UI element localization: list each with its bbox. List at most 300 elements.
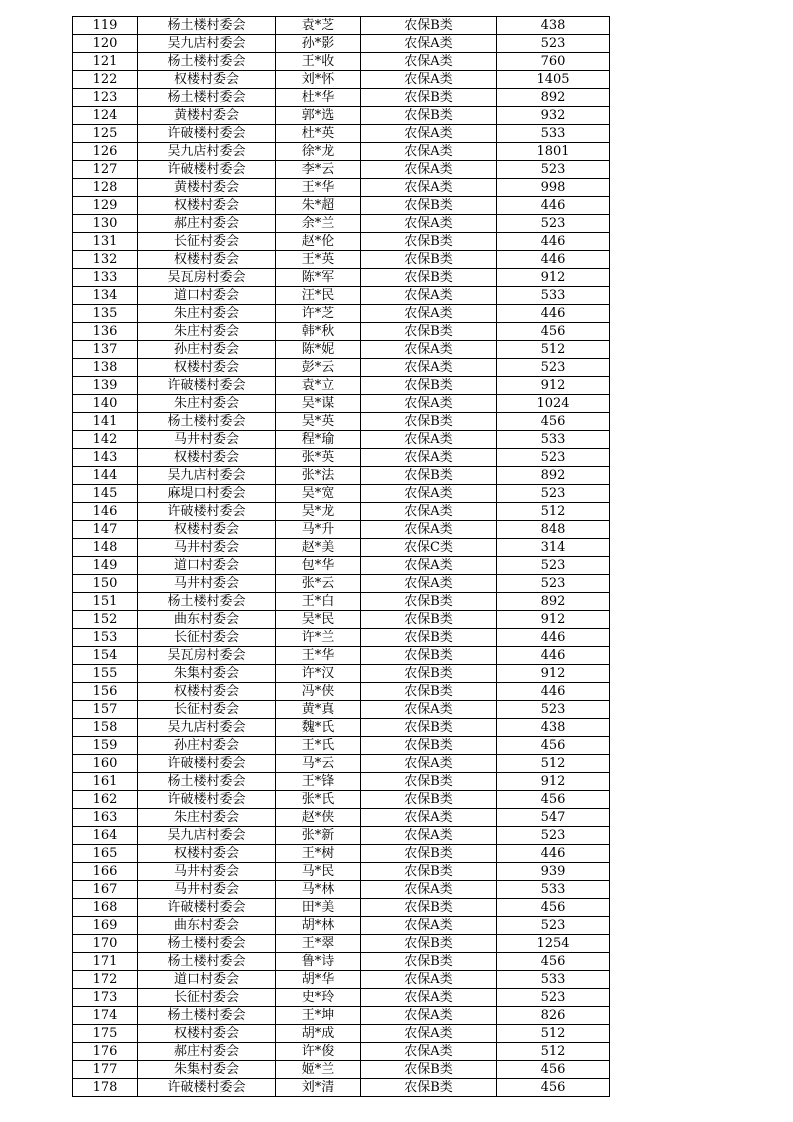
insurance-category-cell: 农保B类: [361, 935, 497, 953]
person-name-cell: 王*华: [276, 647, 361, 665]
person-name-cell: 马*民: [276, 863, 361, 881]
insurance-category-cell: 农保A类: [361, 35, 497, 53]
person-name-cell: 吴*谋: [276, 395, 361, 413]
person-name-cell: 汪*民: [276, 287, 361, 305]
amount-cell: 523: [497, 35, 610, 53]
row-number-cell: 129: [73, 197, 138, 215]
insurance-category-cell: 农保A类: [361, 1043, 497, 1061]
village-committee-cell: 朱庄村委会: [138, 395, 276, 413]
village-committee-cell: 郝庄村委会: [138, 215, 276, 233]
amount-cell: 932: [497, 107, 610, 125]
table-row: [73, 665, 610, 683]
person-name-cell: 徐*龙: [276, 143, 361, 161]
amount-cell: 456: [497, 413, 610, 431]
insurance-category-cell: 农保B类: [361, 611, 497, 629]
insurance-category-cell: 农保B类: [361, 845, 497, 863]
amount-cell: 512: [497, 503, 610, 521]
insurance-category-cell: 农保A类: [361, 143, 497, 161]
amount-cell: 1405: [497, 71, 610, 89]
insurance-category-cell: 农保A类: [361, 881, 497, 899]
amount-cell: 533: [497, 431, 610, 449]
table-row: [73, 287, 610, 305]
row-number-cell: 134: [73, 287, 138, 305]
table-row: [73, 791, 610, 809]
insurance-category-cell: 农保A类: [361, 341, 497, 359]
person-name-cell: 姬*兰: [276, 1061, 361, 1079]
row-number-cell: 165: [73, 845, 138, 863]
table-row: [73, 53, 610, 71]
table-row: [73, 395, 610, 413]
table-row: [73, 251, 610, 269]
village-committee-cell: 杨土楼村委会: [138, 17, 276, 35]
village-committee-cell: 权楼村委会: [138, 71, 276, 89]
person-name-cell: 王*锋: [276, 773, 361, 791]
amount-cell: 438: [497, 17, 610, 35]
insurance-category-cell: 农保B类: [361, 413, 497, 431]
amount-cell: 523: [497, 557, 610, 575]
village-committee-cell: 许破楼村委会: [138, 377, 276, 395]
row-number-cell: 121: [73, 53, 138, 71]
table-row: [73, 107, 610, 125]
village-committee-cell: 朱集村委会: [138, 1061, 276, 1079]
row-number-cell: 150: [73, 575, 138, 593]
person-name-cell: 吴*民: [276, 611, 361, 629]
amount-cell: 523: [497, 701, 610, 719]
person-name-cell: 包*华: [276, 557, 361, 575]
person-name-cell: 许*兰: [276, 629, 361, 647]
person-name-cell: 刘*怀: [276, 71, 361, 89]
amount-cell: 523: [497, 359, 610, 377]
person-name-cell: 王*白: [276, 593, 361, 611]
village-committee-cell: 许破楼村委会: [138, 791, 276, 809]
table-row: [73, 989, 610, 1007]
row-number-cell: 154: [73, 647, 138, 665]
person-name-cell: 李*云: [276, 161, 361, 179]
person-name-cell: 王*英: [276, 251, 361, 269]
amount-cell: 438: [497, 719, 610, 737]
amount-cell: 998: [497, 179, 610, 197]
person-name-cell: 田*美: [276, 899, 361, 917]
person-name-cell: 马*林: [276, 881, 361, 899]
village-committee-cell: 黄楼村委会: [138, 179, 276, 197]
insurance-category-cell: 农保B类: [361, 737, 497, 755]
table-row: [73, 17, 610, 35]
person-name-cell: 郭*选: [276, 107, 361, 125]
insurance-category-cell: 农保A类: [361, 521, 497, 539]
insurance-category-cell: 农保A类: [361, 1025, 497, 1043]
person-name-cell: 许*汉: [276, 665, 361, 683]
insurance-category-cell: 农保A类: [361, 557, 497, 575]
village-committee-cell: 权楼村委会: [138, 683, 276, 701]
row-number-cell: 127: [73, 161, 138, 179]
person-name-cell: 程*瑜: [276, 431, 361, 449]
amount-cell: 547: [497, 809, 610, 827]
insurance-category-cell: 农保A类: [361, 503, 497, 521]
insurance-category-cell: 农保B类: [361, 629, 497, 647]
table-row: [73, 575, 610, 593]
row-number-cell: 132: [73, 251, 138, 269]
village-committee-cell: 许破楼村委会: [138, 755, 276, 773]
table-row: [73, 161, 610, 179]
amount-cell: 456: [497, 899, 610, 917]
table-row: [73, 701, 610, 719]
row-number-cell: 152: [73, 611, 138, 629]
amount-cell: 456: [497, 791, 610, 809]
row-number-cell: 162: [73, 791, 138, 809]
table-row: [73, 521, 610, 539]
amount-cell: 939: [497, 863, 610, 881]
amount-cell: 456: [497, 953, 610, 971]
amount-cell: 512: [497, 1025, 610, 1043]
person-name-cell: 许*俊: [276, 1043, 361, 1061]
insurance-category-cell: 农保A类: [361, 449, 497, 467]
amount-cell: 760: [497, 53, 610, 71]
insurance-category-cell: 农保A类: [361, 53, 497, 71]
village-committee-cell: 孙庄村委会: [138, 341, 276, 359]
table-row: [73, 323, 610, 341]
table-row: [73, 719, 610, 737]
amount-cell: 912: [497, 773, 610, 791]
insurance-category-cell: 农保A类: [361, 287, 497, 305]
person-name-cell: 朱*超: [276, 197, 361, 215]
row-number-cell: 167: [73, 881, 138, 899]
table-row: [73, 341, 610, 359]
table-row: [73, 683, 610, 701]
person-name-cell: 陈*军: [276, 269, 361, 287]
table-row: [73, 431, 610, 449]
table-row: [73, 557, 610, 575]
insurance-category-cell: 农保A类: [361, 305, 497, 323]
village-committee-cell: 杨土楼村委会: [138, 593, 276, 611]
insurance-category-cell: 农保B类: [361, 89, 497, 107]
village-committee-cell: 杨土楼村委会: [138, 935, 276, 953]
row-number-cell: 161: [73, 773, 138, 791]
amount-cell: 912: [497, 269, 610, 287]
amount-cell: 1024: [497, 395, 610, 413]
row-number-cell: 145: [73, 485, 138, 503]
table-row: [73, 449, 610, 467]
row-number-cell: 146: [73, 503, 138, 521]
table-row: [73, 809, 610, 827]
insurance-category-cell: 农保B类: [361, 1061, 497, 1079]
row-number-cell: 175: [73, 1025, 138, 1043]
table-row: [73, 773, 610, 791]
person-name-cell: 王*收: [276, 53, 361, 71]
insurance-category-cell: 农保B类: [361, 719, 497, 737]
table-row: [73, 467, 610, 485]
insurance-category-cell: 农保C类: [361, 539, 497, 557]
data-table: [72, 16, 610, 1097]
row-number-cell: 142: [73, 431, 138, 449]
table-row: [73, 737, 610, 755]
village-committee-cell: 许破楼村委会: [138, 899, 276, 917]
village-committee-cell: 曲东村委会: [138, 611, 276, 629]
person-name-cell: 吴*龙: [276, 503, 361, 521]
person-name-cell: 魏*氏: [276, 719, 361, 737]
table-row: [73, 143, 610, 161]
table-row: [73, 413, 610, 431]
insurance-category-cell: 农保A类: [361, 827, 497, 845]
person-name-cell: 胡*成: [276, 1025, 361, 1043]
person-name-cell: 许*芝: [276, 305, 361, 323]
row-number-cell: 153: [73, 629, 138, 647]
amount-cell: 314: [497, 539, 610, 557]
village-committee-cell: 杨土楼村委会: [138, 89, 276, 107]
table-row: [73, 359, 610, 377]
village-committee-cell: 吴九店村委会: [138, 143, 276, 161]
table-row: [73, 215, 610, 233]
village-committee-cell: 吴九店村委会: [138, 467, 276, 485]
village-committee-cell: 吴瓦房村委会: [138, 647, 276, 665]
village-committee-cell: 杨土楼村委会: [138, 773, 276, 791]
row-number-cell: 156: [73, 683, 138, 701]
row-number-cell: 124: [73, 107, 138, 125]
table-row: [73, 755, 610, 773]
village-committee-cell: 朱庄村委会: [138, 305, 276, 323]
row-number-cell: 131: [73, 233, 138, 251]
row-number-cell: 159: [73, 737, 138, 755]
table-row: [73, 71, 610, 89]
insurance-category-cell: 农保A类: [361, 179, 497, 197]
person-name-cell: 杜*英: [276, 125, 361, 143]
village-committee-cell: 权楼村委会: [138, 449, 276, 467]
table-row: [73, 1061, 610, 1079]
amount-cell: 446: [497, 629, 610, 647]
table-row: [73, 1043, 610, 1061]
person-name-cell: 胡*华: [276, 971, 361, 989]
table-row: [73, 971, 610, 989]
row-number-cell: 166: [73, 863, 138, 881]
row-number-cell: 174: [73, 1007, 138, 1025]
table-row: [73, 305, 610, 323]
village-committee-cell: 权楼村委会: [138, 521, 276, 539]
amount-cell: 912: [497, 377, 610, 395]
amount-cell: 533: [497, 287, 610, 305]
insurance-category-cell: 农保B类: [361, 1079, 497, 1097]
table-row: [73, 593, 610, 611]
person-name-cell: 张*新: [276, 827, 361, 845]
amount-cell: 512: [497, 341, 610, 359]
table-row: [73, 179, 610, 197]
row-number-cell: 169: [73, 917, 138, 935]
insurance-category-cell: 农保A类: [361, 917, 497, 935]
insurance-category-cell: 农保B类: [361, 683, 497, 701]
amount-cell: 523: [497, 215, 610, 233]
amount-cell: 892: [497, 467, 610, 485]
amount-cell: 446: [497, 233, 610, 251]
amount-cell: 456: [497, 323, 610, 341]
insurance-category-cell: 农保B类: [361, 251, 497, 269]
person-name-cell: 王*翠: [276, 935, 361, 953]
person-name-cell: 鲁*诗: [276, 953, 361, 971]
row-number-cell: 144: [73, 467, 138, 485]
village-committee-cell: 杨土楼村委会: [138, 413, 276, 431]
table-row: [73, 863, 610, 881]
village-committee-cell: 马井村委会: [138, 431, 276, 449]
person-name-cell: 张*云: [276, 575, 361, 593]
insurance-category-cell: 农保A类: [361, 485, 497, 503]
person-name-cell: 余*兰: [276, 215, 361, 233]
insurance-category-cell: 农保B类: [361, 17, 497, 35]
person-name-cell: 张*氏: [276, 791, 361, 809]
row-number-cell: 163: [73, 809, 138, 827]
table-row: [73, 35, 610, 53]
village-committee-cell: 许破楼村委会: [138, 161, 276, 179]
amount-cell: 523: [497, 989, 610, 1007]
table-row: [73, 539, 610, 557]
row-number-cell: 125: [73, 125, 138, 143]
table-row: [73, 629, 610, 647]
table-row: [73, 845, 610, 863]
row-number-cell: 157: [73, 701, 138, 719]
insurance-category-cell: 农保B类: [361, 647, 497, 665]
amount-cell: 523: [497, 485, 610, 503]
amount-cell: 1254: [497, 935, 610, 953]
row-number-cell: 122: [73, 71, 138, 89]
person-name-cell: 袁*立: [276, 377, 361, 395]
person-name-cell: 史*玲: [276, 989, 361, 1007]
insurance-category-cell: 农保B类: [361, 899, 497, 917]
table-row: [73, 935, 610, 953]
insurance-category-cell: 农保A类: [361, 359, 497, 377]
village-committee-cell: 吴九店村委会: [138, 827, 276, 845]
table-row: [73, 899, 610, 917]
person-name-cell: 张*法: [276, 467, 361, 485]
table-row: [73, 1007, 610, 1025]
row-number-cell: 164: [73, 827, 138, 845]
person-name-cell: 胡*林: [276, 917, 361, 935]
row-number-cell: 173: [73, 989, 138, 1007]
table-row: [73, 917, 610, 935]
insurance-category-cell: 农保B类: [361, 269, 497, 287]
row-number-cell: 172: [73, 971, 138, 989]
person-name-cell: 赵*伦: [276, 233, 361, 251]
insurance-category-cell: 农保A类: [361, 971, 497, 989]
village-committee-cell: 许破楼村委会: [138, 125, 276, 143]
insurance-category-cell: 农保A类: [361, 215, 497, 233]
village-committee-cell: 杨土楼村委会: [138, 953, 276, 971]
amount-cell: 446: [497, 305, 610, 323]
amount-cell: 523: [497, 161, 610, 179]
row-number-cell: 176: [73, 1043, 138, 1061]
village-committee-cell: 吴九店村委会: [138, 35, 276, 53]
row-number-cell: 158: [73, 719, 138, 737]
row-number-cell: 155: [73, 665, 138, 683]
village-committee-cell: 权楼村委会: [138, 845, 276, 863]
table-row: [73, 125, 610, 143]
person-name-cell: 刘*清: [276, 1079, 361, 1097]
row-number-cell: 120: [73, 35, 138, 53]
amount-cell: 533: [497, 881, 610, 899]
village-committee-cell: 长征村委会: [138, 701, 276, 719]
village-committee-cell: 权楼村委会: [138, 1025, 276, 1043]
insurance-category-cell: 农保A类: [361, 809, 497, 827]
village-committee-cell: 郝庄村委会: [138, 1043, 276, 1061]
insurance-category-cell: 农保B类: [361, 377, 497, 395]
row-number-cell: 151: [73, 593, 138, 611]
row-number-cell: 149: [73, 557, 138, 575]
table-row: [73, 827, 610, 845]
table-row: [73, 647, 610, 665]
insurance-category-cell: 农保A类: [361, 1007, 497, 1025]
row-number-cell: 138: [73, 359, 138, 377]
table-row: [73, 485, 610, 503]
insurance-category-cell: 农保A类: [361, 701, 497, 719]
amount-cell: 523: [497, 917, 610, 935]
village-committee-cell: 道口村委会: [138, 971, 276, 989]
insurance-category-cell: 农保A类: [361, 755, 497, 773]
amount-cell: 446: [497, 845, 610, 863]
row-number-cell: 141: [73, 413, 138, 431]
village-committee-cell: 许破楼村委会: [138, 1079, 276, 1097]
village-committee-cell: 长征村委会: [138, 233, 276, 251]
person-name-cell: 吴*宽: [276, 485, 361, 503]
village-committee-cell: 权楼村委会: [138, 197, 276, 215]
village-committee-cell: 马井村委会: [138, 539, 276, 557]
person-name-cell: 杜*华: [276, 89, 361, 107]
amount-cell: 848: [497, 521, 610, 539]
insurance-category-cell: 农保B类: [361, 323, 497, 341]
person-name-cell: 马*升: [276, 521, 361, 539]
village-committee-cell: 权楼村委会: [138, 251, 276, 269]
amount-cell: 826: [497, 1007, 610, 1025]
person-name-cell: 赵*侠: [276, 809, 361, 827]
row-number-cell: 168: [73, 899, 138, 917]
row-number-cell: 133: [73, 269, 138, 287]
row-number-cell: 137: [73, 341, 138, 359]
village-committee-cell: 杨土楼村委会: [138, 1007, 276, 1025]
row-number-cell: 148: [73, 539, 138, 557]
village-committee-cell: 权楼村委会: [138, 359, 276, 377]
row-number-cell: 160: [73, 755, 138, 773]
village-committee-cell: 孙庄村委会: [138, 737, 276, 755]
row-number-cell: 170: [73, 935, 138, 953]
person-name-cell: 王*华: [276, 179, 361, 197]
row-number-cell: 119: [73, 17, 138, 35]
person-name-cell: 陈*妮: [276, 341, 361, 359]
amount-cell: 446: [497, 647, 610, 665]
village-committee-cell: 马井村委会: [138, 863, 276, 881]
insurance-category-cell: 农保B类: [361, 953, 497, 971]
person-name-cell: 马*云: [276, 755, 361, 773]
table-body: [73, 17, 610, 1097]
row-number-cell: 178: [73, 1079, 138, 1097]
insurance-category-cell: 农保B类: [361, 665, 497, 683]
row-number-cell: 135: [73, 305, 138, 323]
person-name-cell: 张*英: [276, 449, 361, 467]
amount-cell: 523: [497, 827, 610, 845]
row-number-cell: 130: [73, 215, 138, 233]
village-committee-cell: 朱庄村委会: [138, 809, 276, 827]
village-committee-cell: 朱庄村委会: [138, 323, 276, 341]
person-name-cell: 袁*芝: [276, 17, 361, 35]
village-committee-cell: 黄楼村委会: [138, 107, 276, 125]
person-name-cell: 吴*英: [276, 413, 361, 431]
amount-cell: 523: [497, 575, 610, 593]
village-committee-cell: 道口村委会: [138, 557, 276, 575]
amount-cell: 892: [497, 89, 610, 107]
person-name-cell: 王*氏: [276, 737, 361, 755]
village-committee-cell: 马井村委会: [138, 575, 276, 593]
amount-cell: 512: [497, 1043, 610, 1061]
village-committee-cell: 杨土楼村委会: [138, 53, 276, 71]
row-number-cell: 123: [73, 89, 138, 107]
village-committee-cell: 长征村委会: [138, 629, 276, 647]
table-row: [73, 197, 610, 215]
person-name-cell: 黄*真: [276, 701, 361, 719]
village-committee-cell: 许破楼村委会: [138, 503, 276, 521]
insurance-category-cell: 农保A类: [361, 395, 497, 413]
